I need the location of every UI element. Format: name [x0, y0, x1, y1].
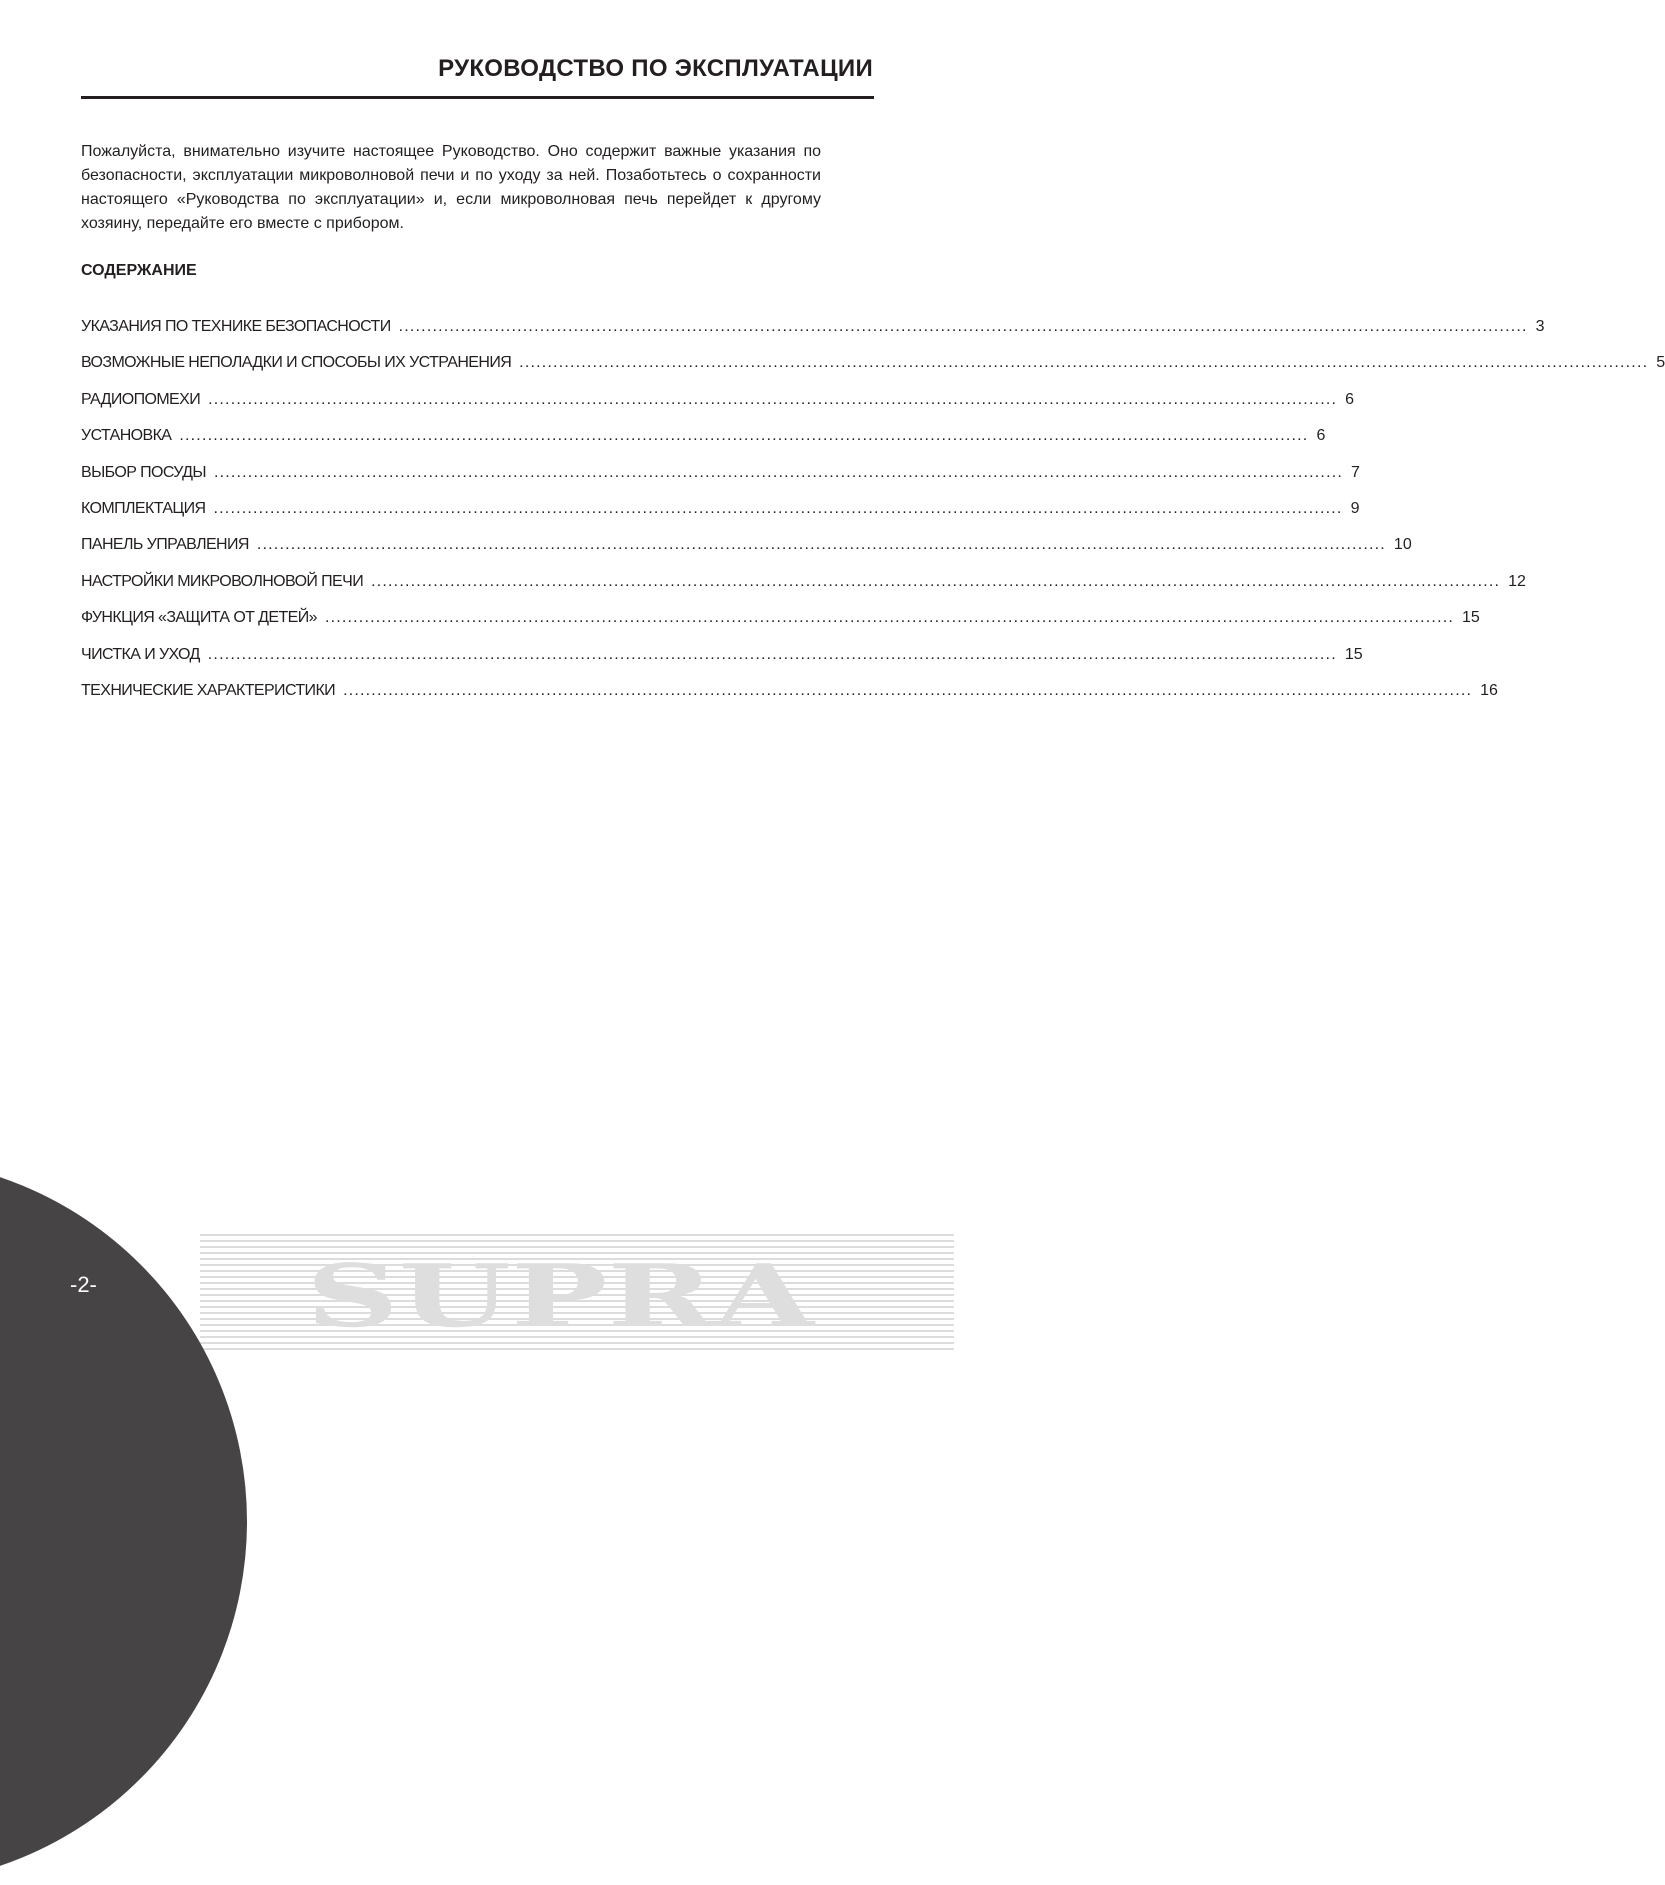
toc-item-page: 15 — [1344, 645, 1363, 663]
page-number: -2- — [70, 1272, 97, 1297]
toc-item-label: ПАНЕЛЬ УПРАВЛЕНИЯ — [81, 536, 249, 554]
toc-item-page: 16 — [1480, 681, 1498, 699]
toc-item-label: КОМПЛЕКТАЦИЯ — [81, 499, 206, 517]
toc-item-label: УКАЗАНИЯ ПО ТЕХНИКЕ БЕЗОПАСНОСТИ — [81, 318, 391, 335]
toc-leader-dots: ........................................................................................................................................................................................................ — [256, 536, 1386, 554]
toc-leader-dots: ........................................................................................................................................................................................................ — [324, 609, 1454, 627]
toc-item-page: 12 — [1508, 572, 1526, 590]
toc-item[interactable] — [81, 427, 1326, 463]
page-title: РУКОВОДСТВО ПО ЭКСПЛУАТАЦИИ — [438, 55, 873, 82]
toc-item-label: ВЫБОР ПОСУДЫ — [81, 463, 206, 481]
toc-item[interactable] — [81, 645, 1363, 682]
toc-leader-dots: ........................................................................................................................................................................................................ — [208, 390, 1338, 408]
toc-item[interactable] — [81, 354, 1665, 390]
toc-item[interactable] — [81, 572, 1526, 609]
toc-item[interactable] — [81, 681, 1498, 718]
supra-logo-text: SUPRA — [306, 1246, 816, 1347]
toc-item[interactable] — [81, 463, 1360, 500]
toc-leader-dots: ........................................................................................................................................................................................................ — [519, 354, 1649, 372]
toc-item[interactable] — [81, 390, 1355, 427]
toc-leader-dots: ........................................................................................................................................................................................................ — [213, 499, 1343, 517]
toc-item-page: 3 — [1535, 318, 1545, 335]
toc-item[interactable] — [81, 318, 1545, 354]
toc-leader-dots: ........................................................................................................................................................................................................ — [213, 463, 1343, 481]
toc-item-label: НАСТРОЙКИ МИКРОВОЛНОВОЙ ПЕЧИ — [81, 572, 364, 590]
footer-stripes — [200, 1234, 954, 1350]
toc-item-label: ВОЗМОЖНЫЕ НЕПОЛАДКИ И СПОСОБЫ ИХ УСТРАНЕНИЯ — [81, 354, 512, 372]
toc-item-page: 9 — [1350, 499, 1360, 517]
table-of-contents — [81, 318, 1665, 718]
toc-item-page: 15 — [1462, 609, 1480, 627]
toc-item-page: 6 — [1345, 390, 1355, 408]
toc-leader-dots: ........................................................................................................................................................................................................ — [371, 572, 1501, 590]
toc-item[interactable] — [81, 536, 1412, 572]
toc-item-label: УСТАНОВКА — [81, 427, 172, 445]
toc-item-page: 5 — [1656, 354, 1665, 372]
toc-leader-dots: ........................................................................................................................................................................................................ — [398, 318, 1528, 335]
toc-leader-dots: ........................................................................................................................................................................................................ — [207, 645, 1337, 663]
header-rule — [81, 96, 874, 99]
toc-item-page: 6 — [1316, 427, 1326, 445]
toc-item[interactable] — [81, 609, 1480, 645]
toc-leader-dots: ........................................................................................................................................................................................................ — [179, 427, 1309, 445]
toc-item-label: ФУНКЦИЯ «ЗАЩИТА ОТ ДЕТЕЙ» — [81, 609, 317, 627]
toc-item-page: 7 — [1351, 463, 1360, 481]
toc-item-page: 10 — [1393, 536, 1412, 554]
toc-leader-dots: ........................................................................................................................................................................................................ — [343, 681, 1473, 699]
toc-item-label: ТЕХНИЧЕСКИЕ ХАРАКТЕРИСТИКИ — [81, 681, 336, 699]
toc-item-label: ЧИСТКА И УХОД — [81, 645, 200, 663]
toc-item[interactable] — [81, 499, 1360, 536]
toc-item-label: РАДИОПОМЕХИ — [81, 390, 201, 408]
intro-paragraph: Пожалуйста, внимательно изучите настоящее Руководство. Оно содержит важные указания по безопасности, эксплуатации микроволновой печи и по уходу за ней. Позаботьтесь о сохранности настоящего «Руководства по эксплуатации» и, если микроволновая печь перейдет к другому хозяину, передайте его вместе с прибором. — [81, 143, 821, 232]
contents-heading: СОДЕРЖАНИЕ — [81, 262, 197, 279]
